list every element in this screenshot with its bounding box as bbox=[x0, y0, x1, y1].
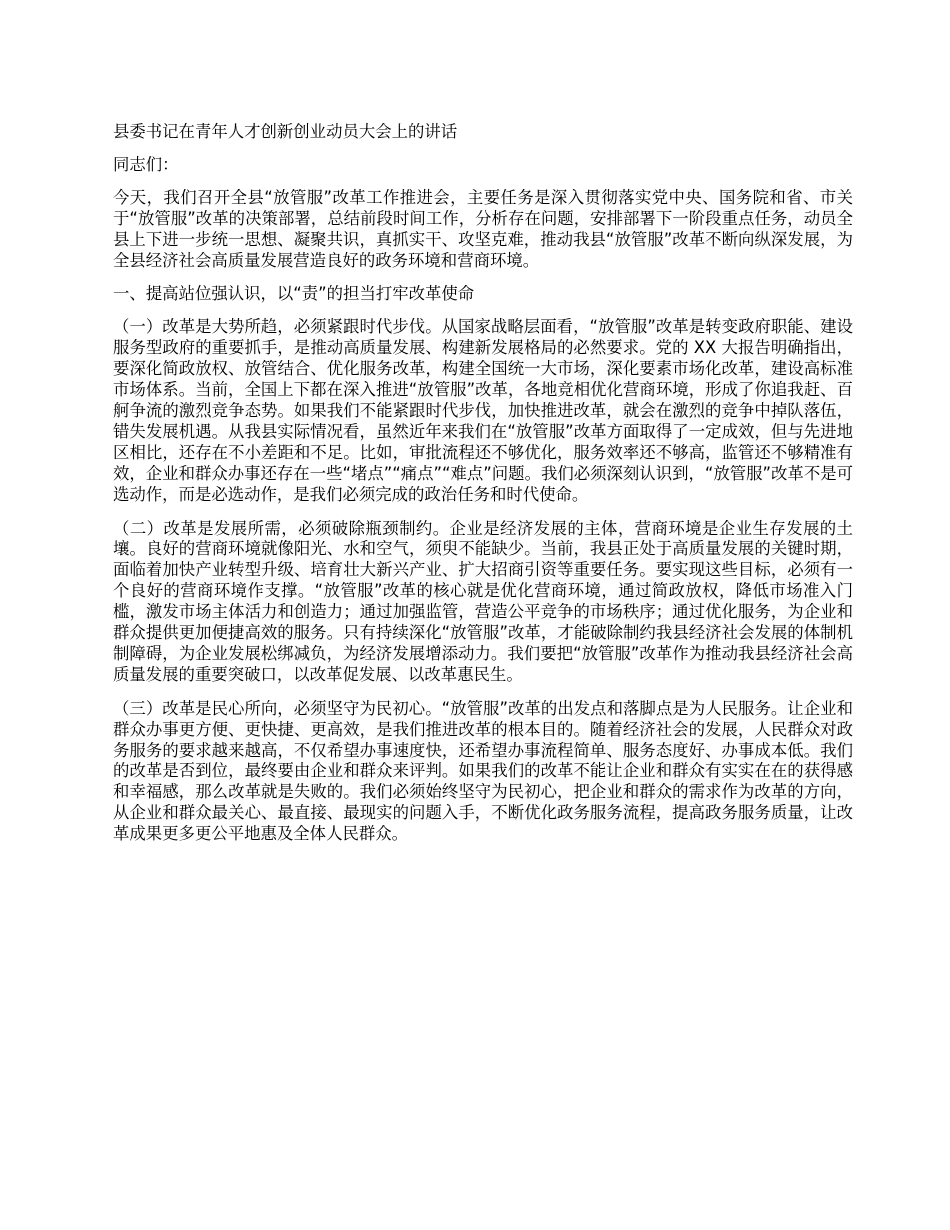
document-title: 县委书记在青年人才创新创业动员大会上的讲话 bbox=[113, 122, 458, 141]
intro-paragraph: 今天，我们召开全县“放管服”改革工作推进会，主要任务是深入贯彻落实党中央、国务院和省、市关于“放管服”改革的决策部署，总结前段时间工作，分析存在问题，安排部署下一阶段重点任务，动员全县上下进一步统一思想、凝聚共识，真抓实干、攻坚克难，推动我县“放管服”改革不断向纵深发展，为全县经济社会高质量发展营造良好的政务环境和营商环境。 bbox=[113, 187, 853, 270]
paragraph-2: （二）改革是发展所需，必须破除瓶颈制约。企业是经济发展的主体，营商环境是企业生存发展的土壤。良好的营商环境就像阳光、水和空气，须臾不能缺少。当前，我县正处于高质量发展的关键时期，面临着加快产业转型升级、培育壮大新兴产业、扩大招商引资等重要任务。要实现这些目标，必须有一个良好的营商环境作支撑。“放管服”改革的核心就是优化营商环境，通过简政放权，降低市场准入门槛，激发市场主体活力和创造力；通过加强监管，营造公平竞争的市场秩序；通过优化服务，为企业和群众提供更加便捷高效的服务。只有持续深化“放管服”改革，才能破除制约我县经济社会发展的体制机制障碍，为企业发展松绑减负，为经济发展增添动力。我们要把“放管服”改革作为推动我县经济社会高质量发展的重要突破口，以改革促发展、以改革惠民生。 bbox=[113, 518, 853, 684]
document-page bbox=[113, 122, 853, 858]
section-heading: 一、提高站位强认识，以“责”的担当打牢改革使命 bbox=[113, 284, 475, 304]
paragraph-3: （三）改革是民心所向，必须坚守为民初心。“放管服”改革的出发点和落脚点是为人民服务。让企业和群众办事更方便、更快捷、更高效，是我们推进改革的根本目的。随着经济社会的发展，人民群众对政务服务的要求越来越高，不仅希望办事速度快，还希望办事流程简单、服务态度好、办事成本低。我们的改革是否到位，最终要由企业和群众来评判。如果我们的改革不能让企业和群众有实实在在的获得感和幸福感，那么改革就是失败的。我们必须始终坚守为民初心，把企业和群众的需求作为改革的方向，从企业和群众最关心、最直接、最现实的问题入手，不断优化政务服务流程，提高政务服务质量，让改革成果更多更公平地惠及全体人民群众。 bbox=[113, 698, 853, 844]
greeting: 同志们： bbox=[113, 154, 179, 174]
paragraph-1: （一）改革是大势所趋，必须紧跟时代步伐。从国家战略层面看，“放管服”改革是转变政府职能、建设服务型政府的重要抓手，是推动高质量发展、构建新发展格局的必然要求。党的 XX 大报告明确指出，要深化简政放权、放管结合、优化服务改革，构建全国统一大市场，深化要素市场化改革，建设高标准市场体系。当前，全国上下都在深入推进“放管服”改革，各地竞相优化营商环境，形成了你追我赶、百舸争流的激烈竞争态势。如果我们不能紧跟时代步伐，加快推进改革，就会在激烈的竞争中掉队落伍，错失发展机遇。从我县实际情况看，虽然近年来我们在“放管服”改革方面取得了一定成效，但与先进地区相比，还存在不小差距和不足。比如，审批流程还不够优化，服务效率还不够高，监管还不够精准有效，企业和群众办事还存在一些“堵点”“痛点”“难点”问题。我们必须深刻认识到，“放管服”改革不是可选动作，而是必选动作，是我们必须完成的政治任务和时代使命。 bbox=[113, 317, 853, 504]
